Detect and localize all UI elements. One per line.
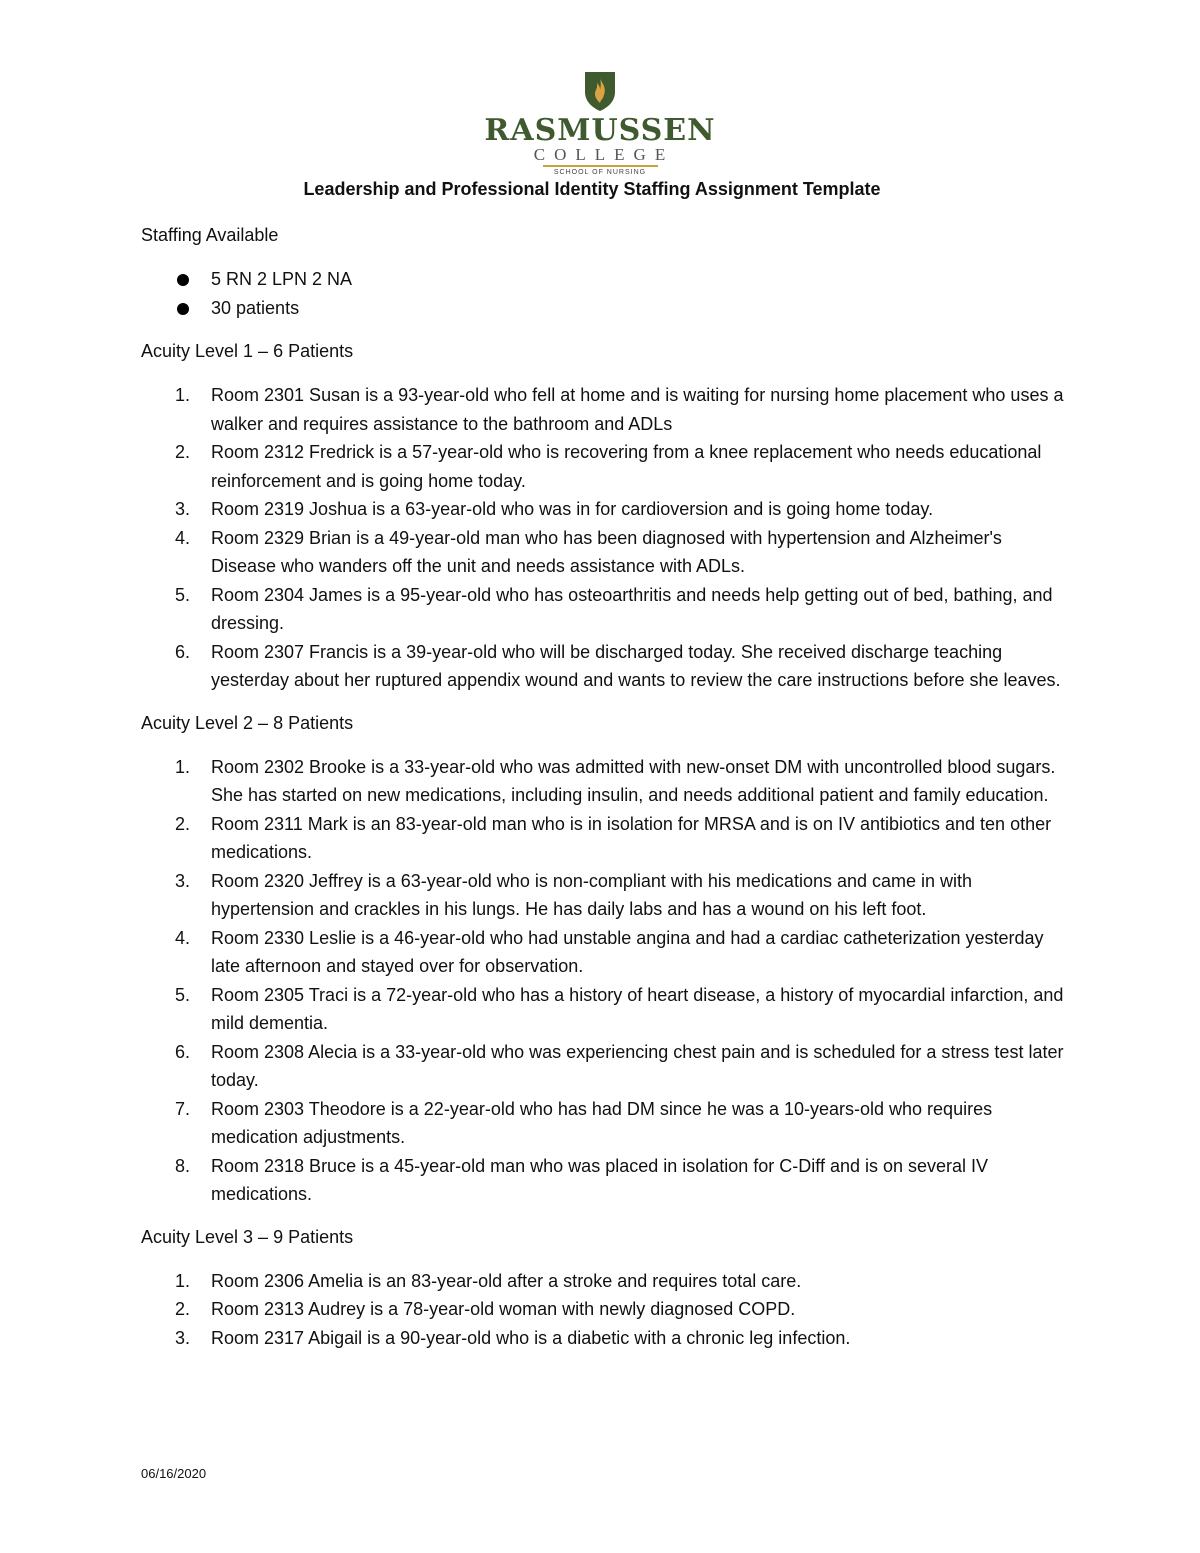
list-number: 3.: [175, 870, 191, 891]
list-item: [141, 438, 1071, 495]
list-item: [141, 1295, 1071, 1324]
list-number: 6.: [175, 1041, 191, 1062]
list-item: [141, 294, 1071, 323]
acuity-level-1-list: [141, 381, 1071, 695]
list-number: 7.: [175, 1098, 191, 1119]
list-number: 4.: [175, 927, 191, 948]
patient-text: Room 2319 Joshua is a 63-year-old who was in for cardioversion and is going home today.: [211, 499, 934, 519]
acuity-level-3-list: [141, 1267, 1071, 1353]
patient-text: Room 2320 Jeffrey is a 63-year-old who is non-compliant with his medications and came in with hypertension and crackles in his lungs. He has daily labs and has a wound on his left foot.: [211, 870, 973, 919]
list-item: [141, 495, 1071, 524]
document-title: Leadership and Professional Identity Staffing Assignment Template: [303, 179, 881, 199]
list-number: 1.: [175, 1270, 191, 1291]
list-item: [141, 981, 1071, 1038]
list-item: [141, 1152, 1071, 1209]
list-number: 2.: [175, 1299, 191, 1319]
document-body: [141, 221, 1071, 1366]
patient-text: Room 2312 Fredrick is a 57-year-old who is recovering from a knee replacement who needs educational reinforcement and is going home today.: [211, 442, 1042, 491]
bullet-icon: [177, 303, 189, 315]
patient-text: Room 2305 Traci is a 72-year-old who has a history of heart disease, a history of myocardial infarction, and mild dementia.: [211, 984, 1064, 1033]
college-logo: [0, 70, 1200, 177]
patient-text: Room 2307 Francis is a 39-year-old who will be discharged today. She received discharge teaching yesterday about her ruptured appendix wound and wants to review the care instructions before she leaves.: [211, 641, 1061, 690]
patient-text: Room 2329 Brian is a 49-year-old man who has been diagnosed with hypertension and Alzheimer's Disease who wanders off the unit and needs assistance with ADLs.: [211, 527, 1002, 576]
staffing-heading: Staffing Available: [141, 225, 279, 245]
staffing-item-text: 30 patients: [211, 298, 300, 318]
list-item: [141, 1267, 1071, 1296]
list-number: 4.: [175, 527, 191, 548]
list-number: 3.: [175, 1327, 191, 1348]
acuity-level-1-heading: Acuity Level 1 – 6 Patients: [141, 341, 354, 361]
patient-text: Room 2318 Bruce is a 45-year-old man who was placed in isolation for C-Diff and is on several IV medications.: [211, 1155, 989, 1204]
list-item: [141, 810, 1071, 867]
logo-school-line: SCHOOL OF NURSING: [553, 169, 647, 176]
patient-text: Room 2330 Leslie is a 46-year-old who had unstable angina and had a cardiac catheterization yesterday late afternoon and stayed over for observation.: [211, 927, 1044, 976]
patient-text: Room 2306 Amelia is an 83-year-old after a stroke and requires total care.: [211, 1270, 802, 1291]
list-item: [141, 1324, 1071, 1353]
staffing-list: [141, 265, 1071, 323]
patient-text: Room 2304 James is a 95-year-old who has osteoarthritis and needs help getting out of bed, bathing, and dressing.: [211, 584, 1053, 633]
footer-date: 06/16/2020: [141, 1466, 207, 1481]
list-number: 1.: [175, 385, 191, 405]
bullet-icon: [177, 274, 189, 286]
patient-text: Room 2311 Mark is an 83-year-old man who is in isolation for MRSA and is on IV antibiotics and ten other medications.: [211, 813, 1052, 862]
list-number: 3.: [175, 499, 191, 519]
list-item: [141, 1038, 1071, 1095]
list-item: [141, 581, 1071, 638]
acuity-level-2-list: [141, 753, 1071, 1209]
list-number: 6.: [175, 641, 191, 662]
acuity-level-2-heading: Acuity Level 2 – 8 Patients: [141, 712, 354, 733]
list-item: [141, 924, 1071, 981]
patient-text: Room 2308 Alecia is a 33-year-old who was experiencing chest pain and is scheduled for a stress test later today.: [211, 1041, 1064, 1090]
patient-text: Room 2317 Abigail is a 90-year-old who is a diabetic with a chronic leg infection.: [211, 1327, 851, 1348]
patient-text: Room 2302 Brooke is a 33-year-old who was admitted with new-onset DM with uncontrolled blood sugars. She has started on new medications, including insulin, and needs additional patient and family education.: [211, 756, 1056, 805]
list-number: 5.: [175, 584, 191, 605]
list-item: [141, 753, 1071, 810]
staffing-item-text: 5 RN 2 LPN 2 NA: [211, 269, 353, 289]
patient-text: Room 2313 Audrey is a 78-year-old woman with newly diagnosed COPD.: [211, 1299, 796, 1319]
shield-flame-icon: [583, 70, 617, 112]
acuity-level-3-heading: Acuity Level 3 – 9 Patients: [141, 1226, 354, 1247]
logo-subword: COLLEGE: [533, 145, 675, 164]
list-item: [141, 1095, 1071, 1152]
patient-text: Room 2301 Susan is a 93-year-old who fell at home and is waiting for nursing home placement who uses a walker and requires assistance to the bathroom and ADLs: [211, 385, 1064, 434]
list-item: [141, 867, 1071, 924]
list-item: [141, 265, 1071, 294]
list-item: [141, 638, 1071, 695]
list-number: 8.: [175, 1155, 191, 1176]
list-number: 2.: [175, 442, 191, 462]
list-number: 1.: [175, 756, 191, 777]
logo-divider: [543, 165, 658, 167]
list-number: 2.: [175, 813, 191, 834]
list-item: [141, 524, 1071, 581]
list-number: 5.: [175, 984, 191, 1005]
patient-text: Room 2303 Theodore is a 22-year-old who has had DM since he was a 10-years-old who requires medication adjustments.: [211, 1098, 993, 1147]
list-item: [141, 381, 1071, 438]
logo-wordmark: RASMUSSEN: [484, 113, 716, 148]
